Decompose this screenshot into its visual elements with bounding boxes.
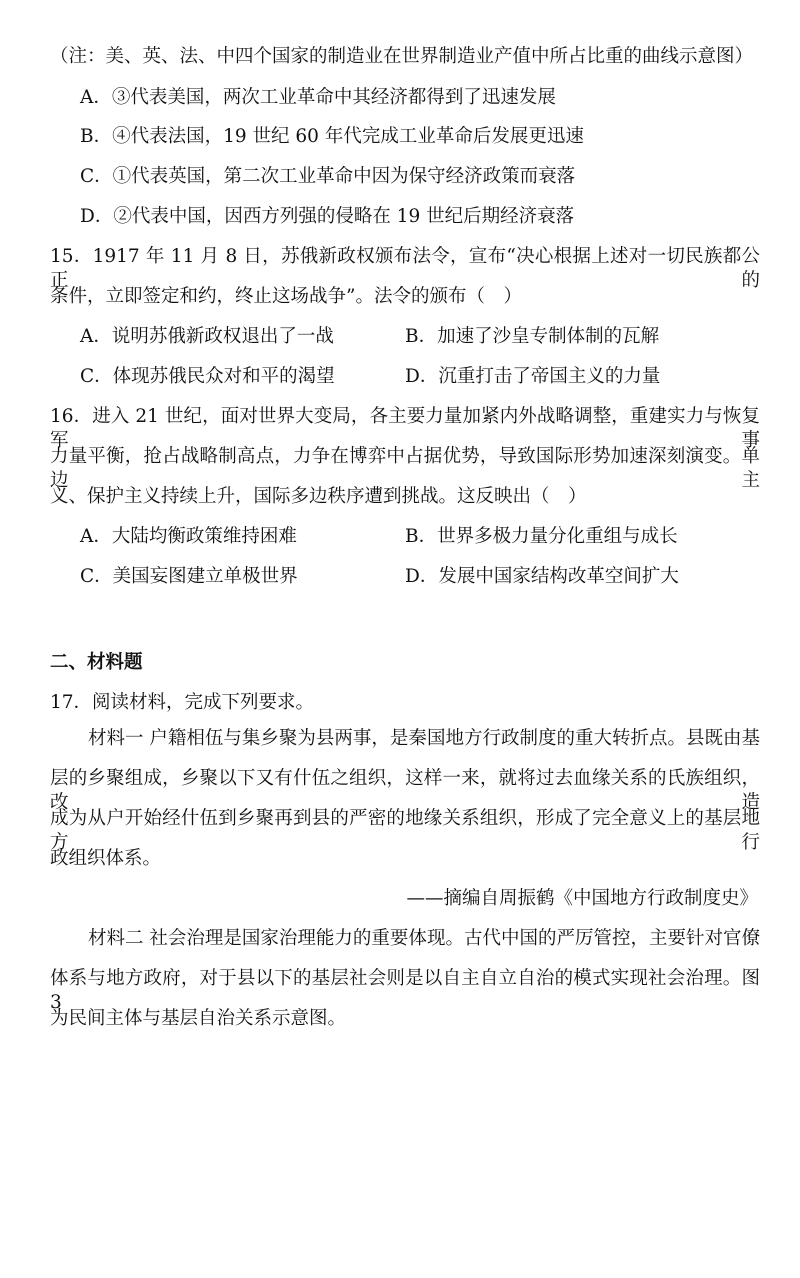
material1-line-1: 材料一 户籍相伍与集乡聚为县两事，是秦国地方行政制度的重大转折点。县既由基	[88, 728, 760, 749]
q16-option-c[interactable]: C．美国妄图建立单极世界	[80, 566, 298, 587]
q14-option-a[interactable]: A．③代表美国，两次工业革命中其经济都得到了迅速发展	[80, 87, 556, 108]
q17-stem: 17．阅读材料，完成下列要求。	[50, 692, 315, 713]
q16-option-d[interactable]: D．发展中国家结构改革空间扩大	[405, 566, 679, 587]
material1-line-2: 层的乡聚组成，乡聚以下又有什伍之组织，这样一来，就将过去血缘关系的氏族组织，改造	[50, 768, 760, 813]
q15-stem-line-2: 条件，立即签定和约，终止这场战争”。法令的颁布（ ）	[50, 286, 522, 307]
q14-note: （注：美、英、法、中四个国家的制造业在世界制造业产值中所占比重的曲线示意图）	[50, 46, 754, 67]
q16-stem-line-2: 力量平衡，抢占战略制高点，力争在博弈中占据优势，导致国际形势加速深刻演变。单边主	[50, 446, 760, 491]
q14-option-c[interactable]: C．①代表英国，第二次工业革命中因为保守经济政策而衰落	[80, 166, 576, 187]
q14-option-b[interactable]: B．④代表法国，19 世纪 60 年代完成工业革命后发展更迅速	[80, 126, 584, 147]
section-heading: 二、材料题	[50, 652, 143, 673]
q15-option-a[interactable]: A．说明苏俄新政权退出了一战	[80, 326, 334, 347]
q16-option-b[interactable]: B．世界多极力量分化重组与成长	[405, 526, 678, 547]
material2-line-2: 体系与地方政府，对于县以下的基层社会则是以自主自立自治的模式实现社会治理。图 3	[50, 968, 760, 1013]
q14-option-d[interactable]: D．②代表中国，因西方列强的侵略在 19 世纪后期经济衰落	[80, 206, 575, 227]
q15-option-c[interactable]: C．体现苏俄民众对和平的渴望	[80, 366, 335, 387]
q15-stem-line-1: 15．1917 年 11 月 8 日，苏俄新政权颁布法令，宣布“决心根据上述对一切民族都公正的	[50, 246, 760, 291]
q15-option-d[interactable]: D．沉重打击了帝国主义的力量	[405, 366, 661, 387]
material1-source: ——摘编自周振鹤《中国地方行政制度史》	[406, 888, 758, 909]
material2-line-1: 材料二 社会治理是国家治理能力的重要体现。古代中国的严厉管控，主要针对官僚	[88, 928, 760, 949]
q16-stem-line-3: 义、保护主义持续上升，国际多边秩序遭到挑战。这反映出（ ）	[50, 486, 587, 507]
q16-stem-line-1: 16．进入 21 世纪，面对世界大变局，各主要力量加紧内外战略调整，重建实力与恢复军事	[50, 406, 760, 451]
material2-line-3: 为民间主体与基层自治关系示意图。	[50, 1008, 347, 1029]
material1-line-3: 成为从户开始经什伍到乡聚再到县的严密的地缘关系组织，形成了完全意义上的基层地方行	[50, 808, 760, 853]
material1-line-4: 政组织体系。	[50, 848, 162, 869]
q16-option-a[interactable]: A．大陆均衡政策维持困难	[80, 526, 297, 547]
q15-option-b[interactable]: B．加速了沙皇专制体制的瓦解	[405, 326, 660, 347]
